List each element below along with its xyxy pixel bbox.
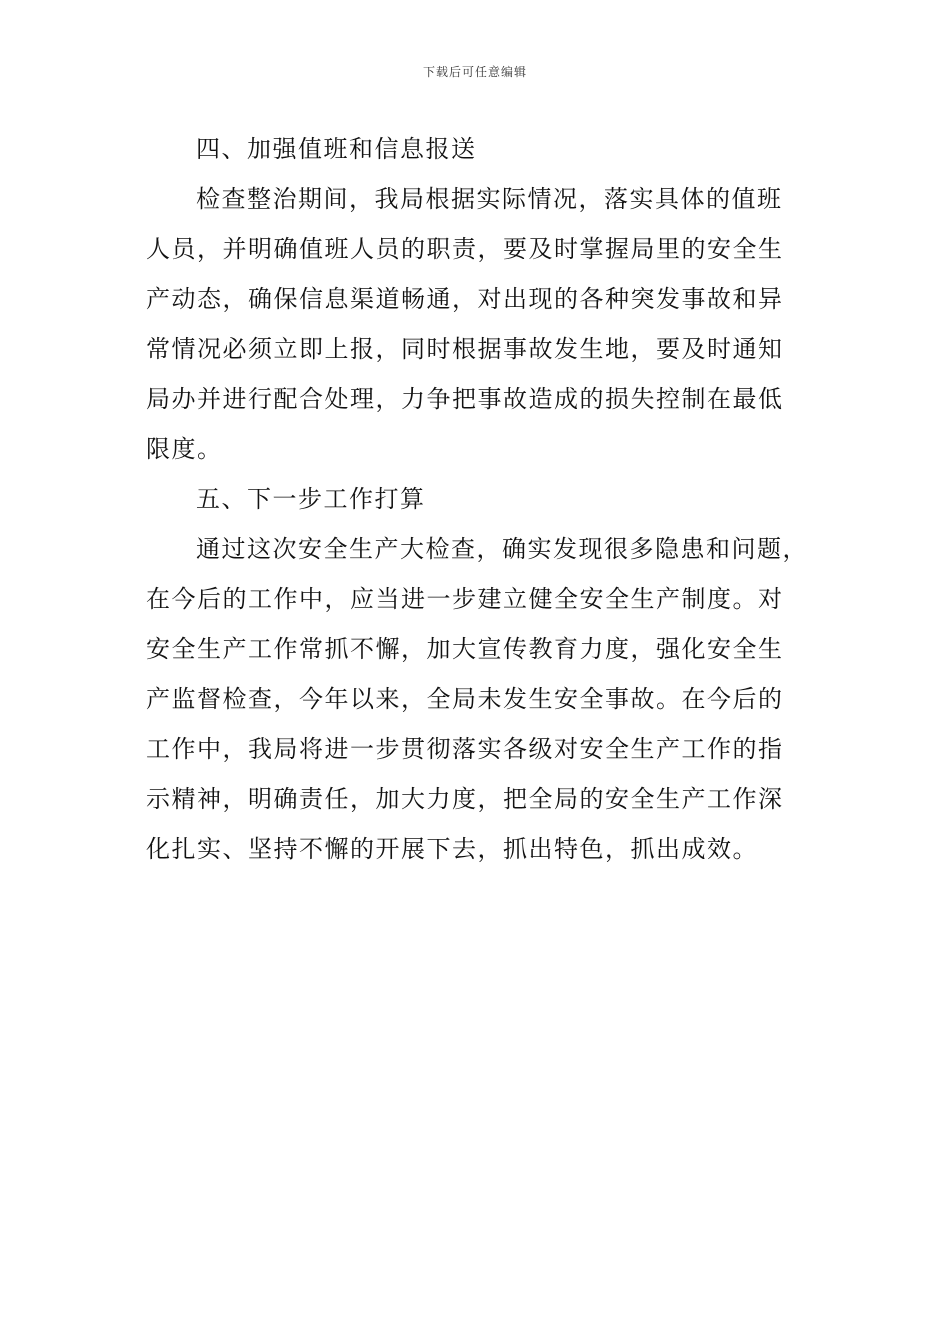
text-line: 示精神，明确责任，加大力度，把全局的安全生产工作深 — [146, 785, 784, 813]
document-body — [146, 124, 836, 874]
text-line: 常情况必须立即上报，同时根据事故发生地，要及时通知 — [146, 335, 784, 363]
text-line: 产监督检查，今年以来，全局未发生安全事故。在今后的 — [146, 685, 784, 713]
text-line: 化扎实、坚持不懈的开展下去，抓出特色，抓出成效。 — [146, 835, 758, 863]
text-line: 通过这次安全生产大检查，确实发现很多隐患和问题， — [196, 535, 808, 563]
text-line: 局办并进行配合处理，力争把事故造成的损失控制在最低 — [146, 385, 784, 413]
section-heading-5: 五、下一步工作打算 — [196, 485, 426, 513]
section-heading-4: 四、加强值班和信息报送 — [196, 135, 477, 163]
text-line: 工作中，我局将进一步贯彻落实各级对安全生产工作的指 — [146, 735, 784, 763]
text-line: 在今后的工作中，应当进一步建立健全安全生产制度。对 — [146, 585, 784, 613]
text-line: 限度。 — [146, 435, 223, 463]
text-line: 人员，并明确值班人员的职责，要及时掌握局里的安全生 — [146, 235, 784, 263]
page-header: 下载后可任意编辑 — [422, 65, 527, 79]
text-line: 检查整治期间，我局根据实际情况，落实具体的值班 — [196, 185, 783, 213]
text-line: 安全生产工作常抓不懈，加大宣传教育力度，强化安全生 — [146, 635, 784, 663]
text-line: 产动态，确保信息渠道畅通，对出现的各种突发事故和异 — [146, 285, 784, 313]
